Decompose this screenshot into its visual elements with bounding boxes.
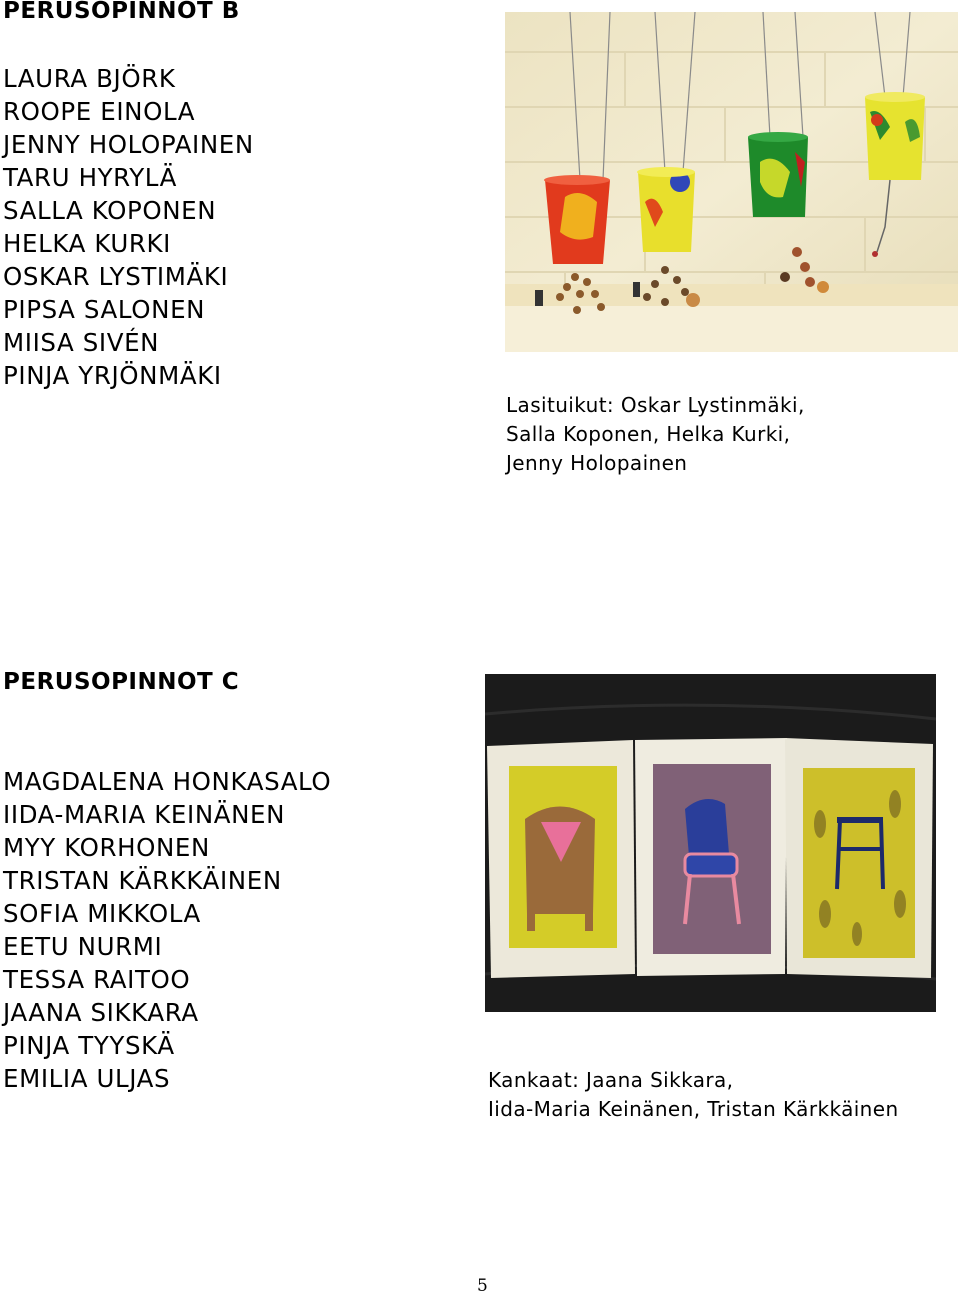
section-c-heading: PERUSOPINNOT C xyxy=(3,669,240,695)
caption-line: Kankaat: Jaana Sikkara, xyxy=(488,1068,734,1092)
section-c-caption xyxy=(488,1066,899,1124)
list-item: TARU HYRYLÄ xyxy=(3,163,177,192)
list-item: EETU NURMI xyxy=(3,932,163,961)
list-item: PIPSA SALONEN xyxy=(3,295,206,324)
list-item: SOFIA MIKKOLA xyxy=(3,899,201,928)
list-item: JENNY HOLOPAINEN xyxy=(3,130,254,159)
list-item: IIDA-MARIA KEINÄNEN xyxy=(3,800,286,829)
list-item: HELKA KURKI xyxy=(3,229,171,258)
caption-line: Jenny Holopainen xyxy=(506,451,688,475)
list-item: PINJA TYYSKÄ xyxy=(3,1031,175,1060)
page-number: 5 xyxy=(477,1276,488,1296)
caption-line: Lasituikut: Oskar Lystinmäki, xyxy=(506,393,805,417)
list-item: EMILIA ULJAS xyxy=(3,1064,171,1093)
list-item: OSKAR LYSTIMÄKI xyxy=(3,262,229,291)
list-item: MIISA SIVÉN xyxy=(3,328,160,357)
list-item: TESSA RAITOO xyxy=(3,965,191,994)
lanterns-photo xyxy=(505,12,958,352)
section-b-name-list xyxy=(3,62,254,392)
list-item: LAURA BJÖRK xyxy=(3,64,176,93)
section-b-heading: PERUSOPINNOT B xyxy=(3,0,240,24)
list-item: TRISTAN KÄRKKÄINEN xyxy=(3,866,282,895)
section-b-caption xyxy=(506,391,805,478)
caption-line: Iida-Maria Keinänen, Tristan Kärkkäinen xyxy=(488,1097,899,1121)
list-item: JAANA SIKKARA xyxy=(3,998,199,1027)
list-item: SALLA KOPONEN xyxy=(3,196,217,225)
list-item: MAGDALENA HONKASALO xyxy=(3,767,332,796)
section-c-name-list xyxy=(3,765,331,1095)
list-item: PINJA YRJÖNMÄKI xyxy=(3,361,222,390)
fabrics-photo xyxy=(485,674,936,1012)
caption-line: Salla Koponen, Helka Kurki, xyxy=(506,422,791,446)
list-item: ROOPE EINOLA xyxy=(3,97,196,126)
list-item: MYY KORHONEN xyxy=(3,833,210,862)
